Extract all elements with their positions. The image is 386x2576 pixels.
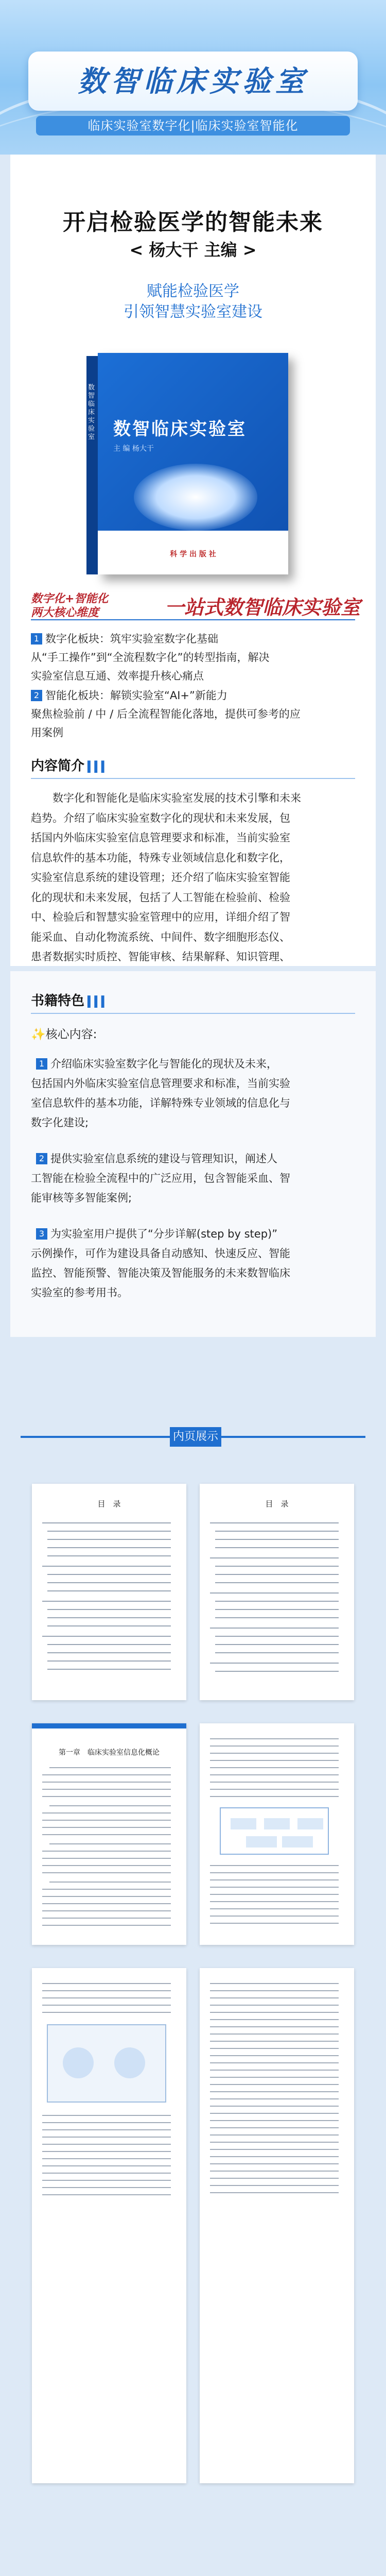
divider: [31, 619, 355, 620]
preview-page-body: [200, 1723, 354, 1945]
section-title-preview: 内页展示: [170, 1427, 221, 1447]
title-box: [28, 52, 358, 111]
highlight-line: 监控、智能预警、智能决策及智能服务的未来数智临床: [31, 1267, 290, 1279]
summary-line: 信息软件的基本功能，特殊专业领域信息化和数字化，: [31, 851, 290, 864]
summary-line: 能采血、自动化物流系统、中间件、数字细胞形态仪、: [31, 930, 290, 943]
page-text-lines: [210, 1980, 344, 2475]
highlight-line: 能审核等多智能案例;: [31, 1192, 132, 1204]
divider: [31, 1013, 355, 1014]
feature-item-title: 数字化板块：筑牢实验室数字化基础: [45, 633, 218, 645]
toc-lines: [42, 1520, 176, 1685]
highlight-line: 数字化建设;: [31, 1116, 89, 1129]
core-label: ✨核心内容:: [31, 1028, 97, 1041]
highlight-line: 示例操作，可作为建设具备自动感知、快速反应、智能: [31, 1247, 290, 1260]
summary-line: 患者数据实时质控、智能审核、结果解释、知识管理、: [31, 951, 290, 963]
highlight-line: 室信息软件的基本功能，详解特殊专业领域的信息化与: [31, 1097, 290, 1109]
highlight-point-3: [31, 1224, 355, 1302]
summary-line: 数字化和智能化是临床实验室发展的技术引擎和未来: [52, 792, 301, 804]
number-badge: 1: [36, 1058, 47, 1070]
number-badge: 2: [31, 690, 42, 701]
feature-slogan: 一站式数智临床实验室: [165, 596, 361, 619]
toc-lines: [210, 1520, 344, 1685]
page-accent-bar: [32, 1723, 186, 1728]
editor-line: < 杨大干 主编 >: [129, 240, 257, 260]
feature-item-2: [31, 686, 355, 742]
number-badge: 3: [36, 1228, 47, 1240]
preview-page-toc-1: [32, 1484, 186, 1700]
feature-tag-line-1: 数字化+智能化: [31, 592, 109, 605]
subtitle-bar: 临床实验室数字化|临床实验室智能化: [36, 116, 350, 135]
feature-item-text: 用案例: [31, 726, 63, 739]
page-heading: 目 录: [265, 1499, 289, 1509]
book-publisher: 科 学 出 版 社: [170, 550, 216, 558]
section-title-text: 内容简介: [31, 758, 85, 774]
tagline-2: 引领智慧实验室建设: [124, 303, 262, 321]
feature-item-text: 实验室信息互通、效率提升核心痛点: [31, 670, 204, 682]
divider: [31, 778, 355, 779]
preview-page-figure: [32, 1968, 186, 2483]
book-title: 数智临床实验室: [113, 419, 247, 439]
book-editor: 主 编 杨大干: [113, 445, 154, 453]
bars-icon: ▍▍▍: [87, 995, 109, 1008]
page-text-lines: [42, 1980, 176, 2475]
number-badge: 1: [31, 633, 42, 645]
highlight-line: 包括国内外临床实验室信息管理要求和标准，当前实验: [31, 1077, 290, 1090]
summary-line: 实验室信息系统的建设管理；还介绍了临床实验室智能: [31, 871, 290, 884]
highlight-line: 工智能在检验全流程中的广泛应用，包含智能采血、智: [31, 1172, 290, 1184]
tagline-1: 赋能检验医学: [147, 282, 239, 300]
feature-item-text: 从“手工操作”到“全流程数字化”的转型指南，解决: [31, 651, 270, 664]
preview-page-chapter: [32, 1723, 186, 1945]
preview-page-toc-2: [200, 1484, 354, 1700]
highlight-line: 为实验室用户提供了“分步详解(step by step)”: [50, 1228, 278, 1240]
summary-line: 化的现状和未来发展，包括了人工智能在检验前、检验: [31, 891, 290, 904]
section-title-summary: [31, 755, 108, 774]
feature-item-text: 聚焦检验前 / 中 / 后全流程智能化落地，提供可参考的应: [31, 708, 301, 720]
summary-text: [31, 788, 355, 987]
highlight-point-2: [31, 1149, 355, 1208]
section-title-text: 书籍特色: [31, 993, 85, 1009]
spine-text: 数智临床实验室: [88, 384, 95, 441]
highlight-line: 提供实验室信息系统的建设与管理知识，阐述人: [50, 1153, 277, 1165]
preview-page-text: [200, 1968, 354, 2483]
summary-line: 趋势。介绍了临床实验室数字化的现状和未来发展，包: [31, 811, 290, 824]
highlight-point-1: [31, 1054, 355, 1132]
feature-tag-line-2: 两大核心维度: [31, 606, 99, 619]
page-heading: 目 录: [97, 1499, 121, 1509]
summary-line: 中、检验后和智慧实验室管理中的应用，详细介绍了智: [31, 911, 290, 923]
header-banner: [0, 0, 386, 155]
number-badge: 2: [36, 1153, 47, 1164]
headline: 开启检验医学的智能未来: [63, 209, 323, 235]
page-text-lines: [210, 1736, 344, 1937]
book-cover: [88, 353, 288, 574]
page-text-lines: [42, 1765, 176, 1935]
summary-line: 括国内外临床实验室信息管理要求和标准，当前实验室: [31, 832, 290, 844]
chapter-title: 第一章 临床实验室信息化概论: [59, 1749, 160, 1757]
highlight-line: 实验室的参考用书。: [31, 1286, 128, 1299]
bars-icon: ▍▍▍: [87, 760, 109, 773]
lab-illustration: [134, 464, 257, 531]
feature-item-1: [31, 630, 355, 685]
section-title-highlights: [31, 990, 108, 1009]
feature-item-title: 智能化板块：解锁实验室“AI+”新能力: [45, 689, 227, 702]
highlight-line: 介绍临床实验室数字化与智能化的现状及未来，: [50, 1058, 277, 1070]
page-title: 数智临床实验室: [78, 65, 308, 98]
